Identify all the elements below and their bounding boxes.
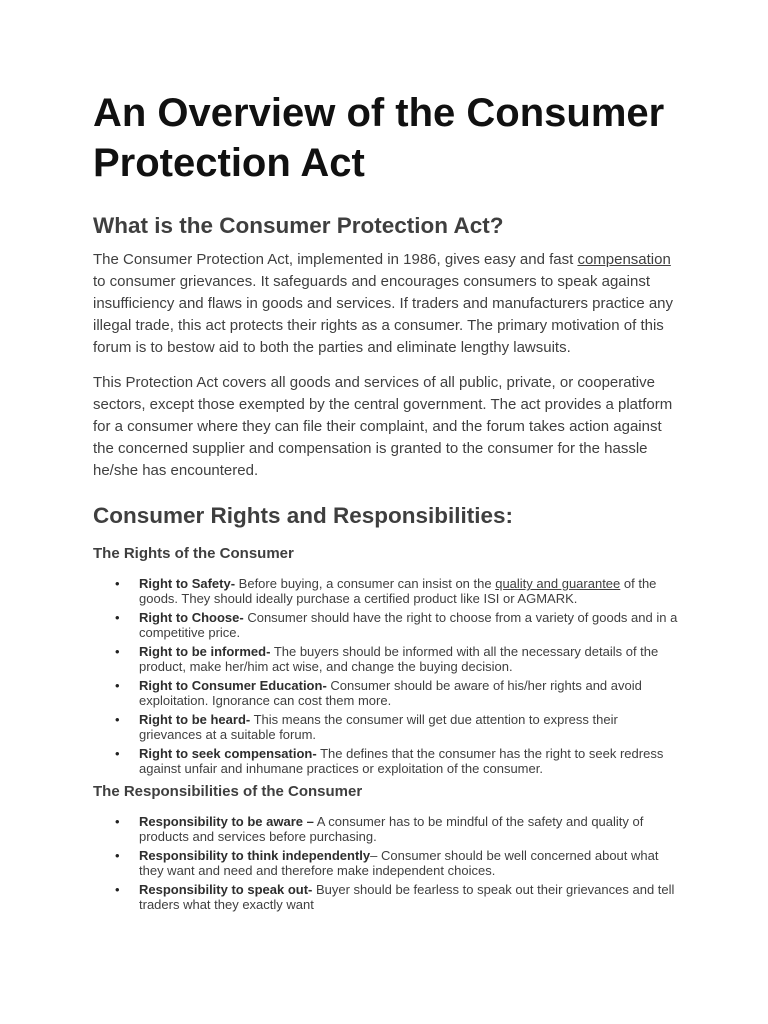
list-item-text: A consumer has to be mindful of the safety and quality of products and services before purchasing. (139, 814, 644, 844)
list-item-label: Right to seek compensation- (139, 746, 317, 761)
list-item (115, 746, 683, 776)
list-item-label: Responsibility to speak out- (139, 882, 313, 897)
list-item-text: Before buying, a consumer can insist on the (235, 576, 496, 591)
section-heading-what-is: What is the Consumer Protection Act? (93, 213, 504, 238)
list-item-label: Right to be heard- (139, 712, 251, 727)
list-item (115, 882, 683, 912)
list-item-text: This means the consumer will get due attention to express their grievances at a suitable forum. (139, 712, 618, 742)
document-page (93, 88, 683, 918)
paragraph-text: to consumer grievances. It safeguards and encourages consumers to speak against insufficiency and flaws in goods and services. If traders and manufacturers practice any illegal trade, this act protects their rights as a consumer. The primary motivation of this forum is to bestow aid to both the parties and eliminate lengthy lawsuits. (93, 273, 674, 356)
bullet-icon: • (115, 712, 120, 727)
list-item (115, 644, 683, 674)
compensation-link[interactable]: compensation (577, 251, 671, 268)
list-item-text: Buyer should be fearless to speak out their grievances and tell traders what they exactly want (139, 882, 675, 912)
list-item (115, 848, 683, 878)
list-item-text: of the goods. They should ideally purchase a certified product like ISI or AGMARK. (139, 576, 657, 606)
rights-list (93, 576, 683, 776)
responsibilities-list (93, 814, 683, 912)
subheading-rights: The Rights of the Consumer (93, 545, 294, 562)
bullet-icon: • (115, 882, 120, 897)
list-item-label: Right to Choose- (139, 610, 244, 625)
list-item (115, 610, 683, 640)
list-item-label: Right to Consumer Education- (139, 678, 327, 693)
list-item-text: Consumer should have the right to choose from a variety of goods and in a competitive price. (139, 610, 678, 640)
bullet-icon: • (115, 848, 120, 863)
subheading-responsibilities: The Responsibilities of the Consumer (93, 783, 363, 800)
list-item-label: Responsibility to be aware – (139, 814, 314, 829)
list-item (115, 814, 683, 844)
list-item (115, 576, 683, 606)
list-item-label: Right to be informed- (139, 644, 271, 659)
list-item (115, 678, 683, 708)
list-item-text: The buyers should be informed with all the necessary details of the product, make her/him act wise, and change the buying decision. (139, 644, 659, 674)
bullet-icon: • (115, 576, 120, 591)
list-item-label: Responsibility to think independently (139, 848, 371, 863)
bullet-icon: • (115, 746, 120, 761)
list-item-text: The defines that the consumer has the right to seek redress against unfair and inhumane practices or exploitation of the consumer. (139, 746, 664, 776)
bullet-icon: • (115, 644, 120, 659)
paragraph-text: The Consumer Protection Act, implemented in 1986, gives easy and fast (93, 251, 578, 268)
bullet-icon: • (115, 610, 120, 625)
quality-guarantee-link[interactable]: quality and guarantee (495, 576, 621, 591)
bullet-icon: • (115, 678, 120, 693)
list-item-label: Right to Safety- (139, 576, 236, 591)
page-title: An Overview of the Consumer Protection Act (93, 91, 665, 185)
list-item (115, 712, 683, 742)
section-heading-rights-responsibilities: Consumer Rights and Responsibilities: (93, 503, 514, 528)
bullet-icon: • (115, 814, 120, 829)
paragraph-intro (93, 249, 683, 359)
list-item-text: Consumer should be aware of his/her rights and avoid exploitation. Ignorance can cost them more. (139, 678, 642, 708)
list-item-text: – Consumer should be well concerned about what they want and need and therefore make independent choices. (139, 848, 659, 878)
paragraph-coverage: This Protection Act covers all goods and services of all public, private, or cooperative sectors, except those exempted by the central government. The act provides a platform for a consumer where they can file their complaint, and the forum takes action against the concerned supplier and compensation is granted to the consumer for the hassle he/she has encountered. (93, 374, 673, 479)
